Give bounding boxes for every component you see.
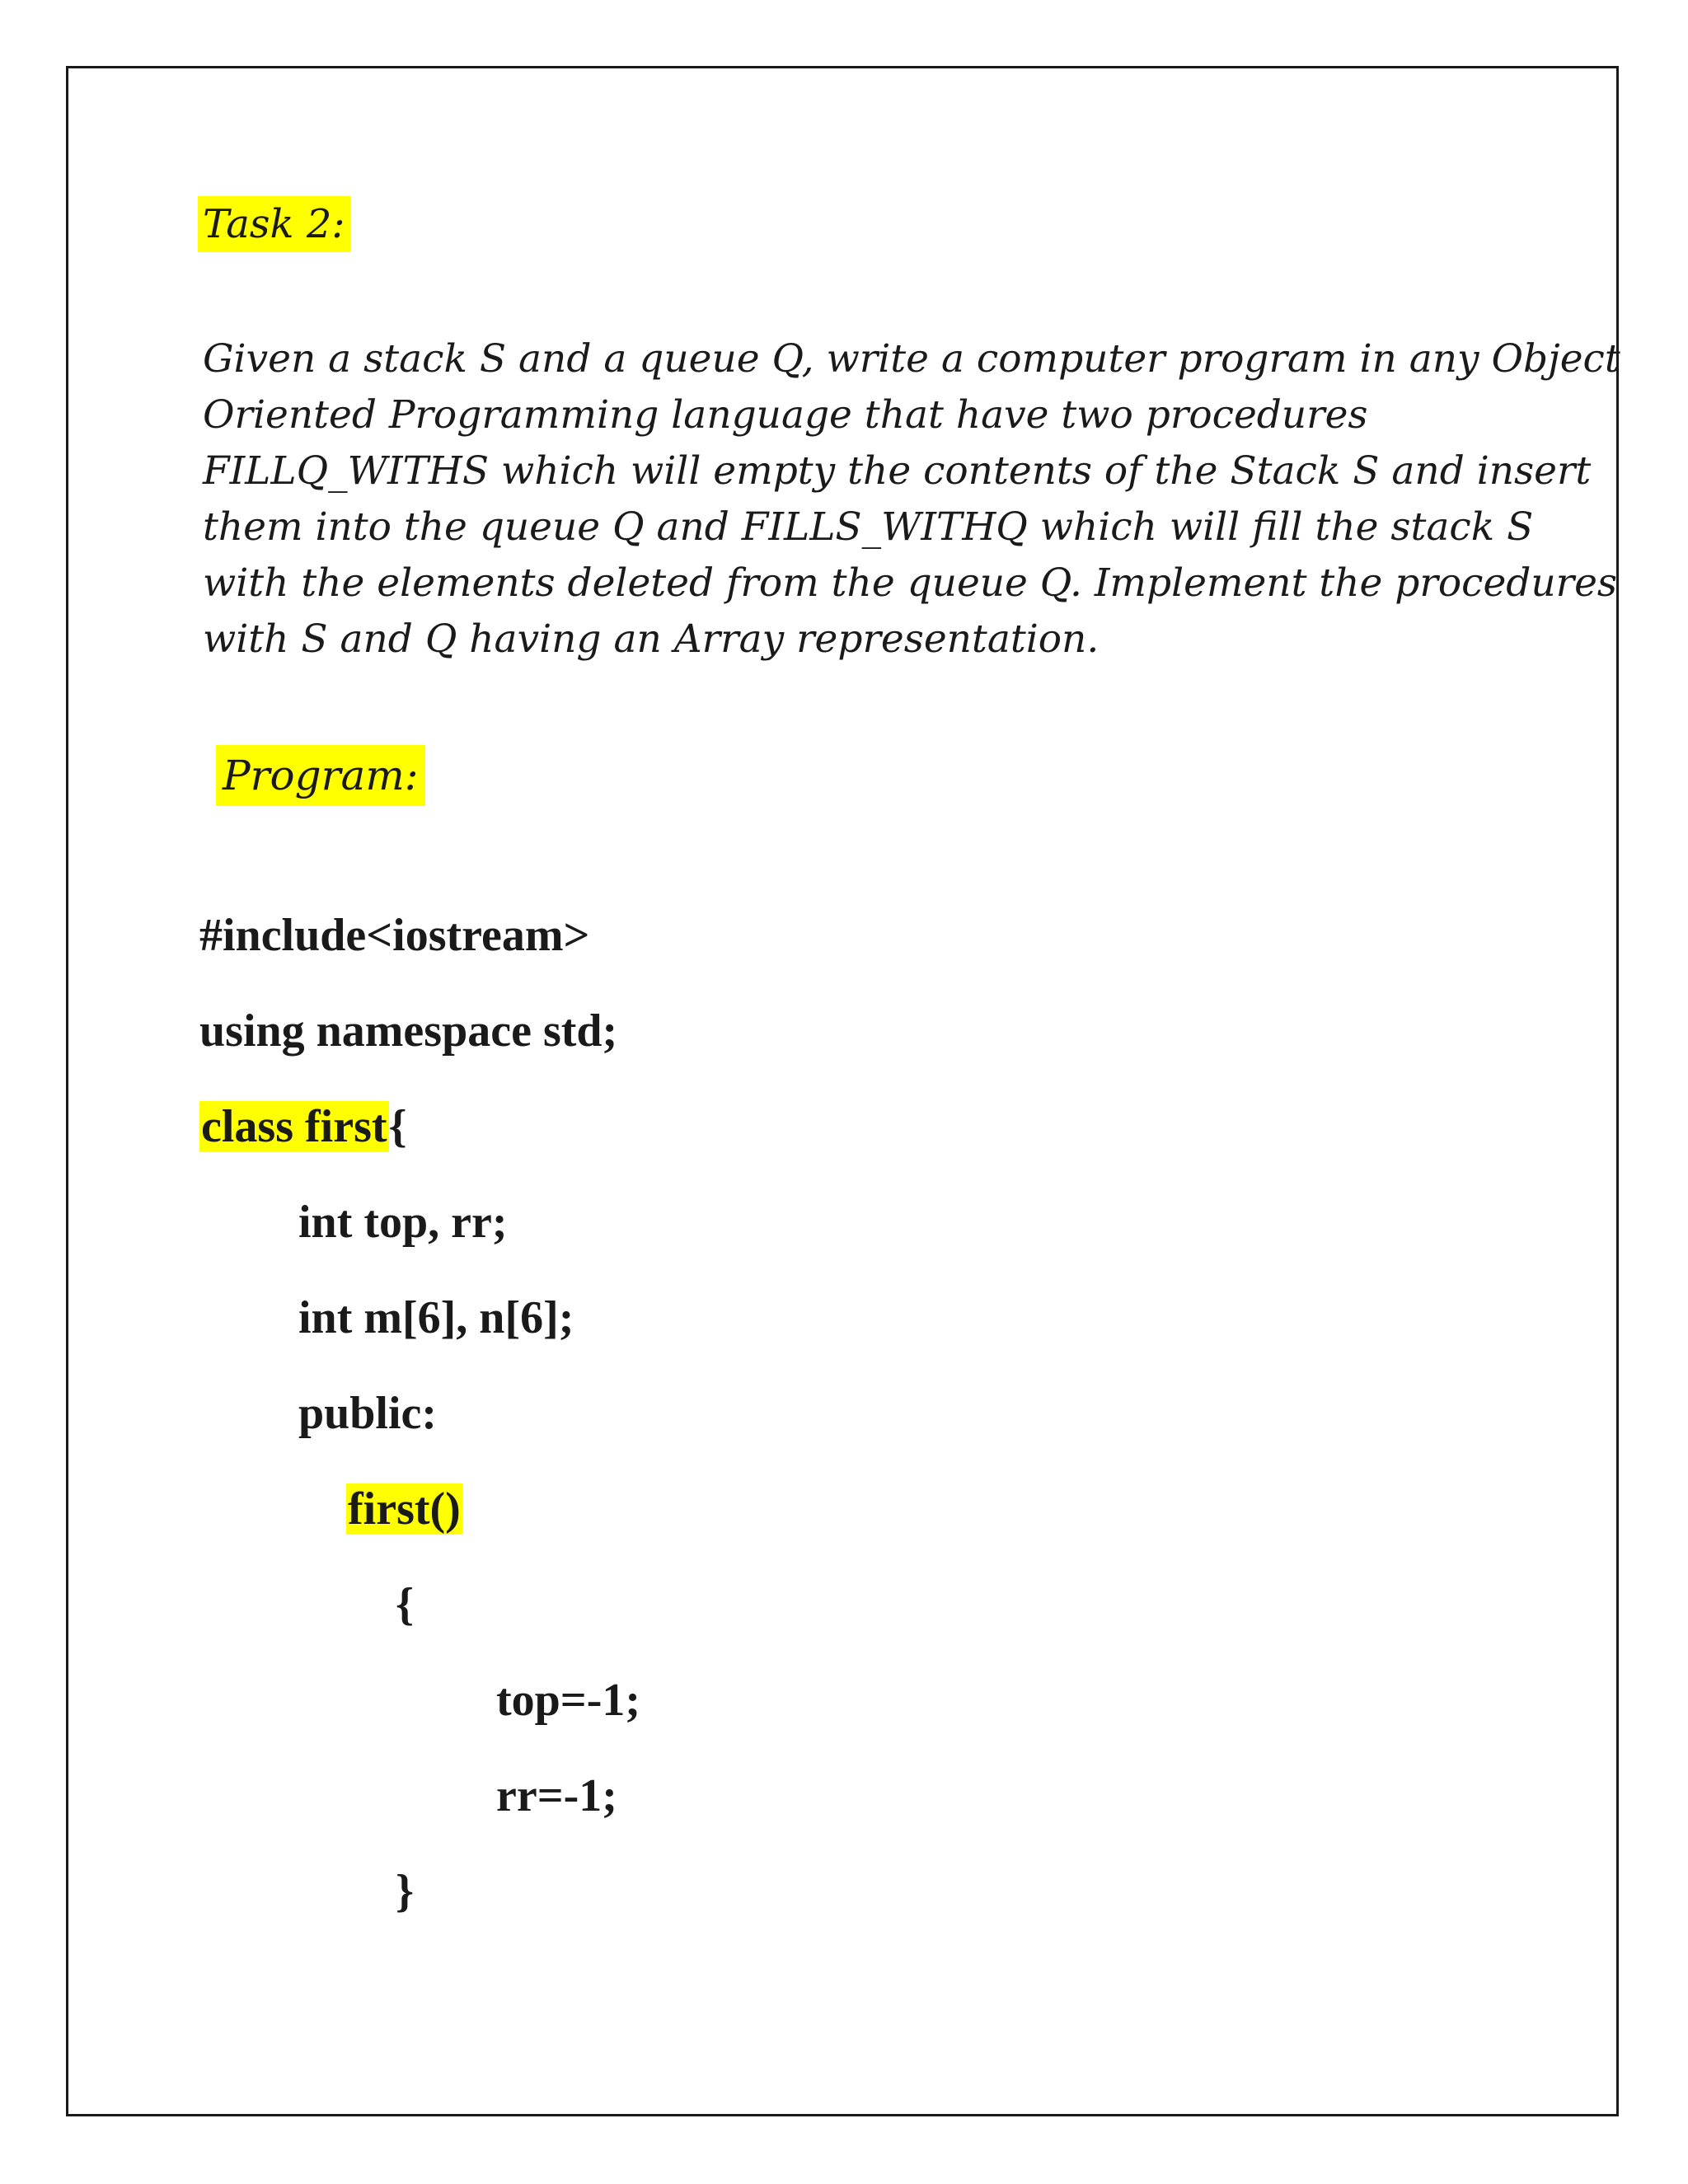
description-line: Oriented Programming language that have two procedures	[203, 392, 1368, 438]
code-using-namespace: using namespace std;	[199, 1005, 618, 1057]
code-decl-arrays: int m[6], n[6];	[298, 1292, 574, 1343]
program-label: Program:	[216, 745, 425, 806]
code-init-top: top=-1;	[496, 1675, 640, 1726]
code-decl-top-rr: int top, rr;	[298, 1197, 508, 1248]
task-description	[203, 331, 1620, 668]
code-ctor-close-brace: }	[396, 1866, 415, 1917]
code-init-rr: rr=-1;	[496, 1770, 617, 1821]
task-title: Task 2:	[198, 196, 350, 252]
description-line: Given a stack S and a queue Q, write a computer program in any Object	[203, 336, 1620, 382]
code-ctor-open-brace: {	[396, 1579, 415, 1630]
constructor-highlight: first()	[348, 1483, 461, 1535]
description-line: them into the queue Q and FILLS_WITHQ which will fill the stack S	[203, 504, 1534, 550]
description-line: FILLQ_WITHS which will empty the contents of the Stack S and insert	[203, 448, 1592, 494]
description-line: with the elements deleted from the queue Q. Implement the procedures	[203, 560, 1618, 606]
code-public: public:	[298, 1388, 438, 1439]
class-open-brace: {	[388, 1101, 407, 1152]
class-name-highlight: class first	[201, 1101, 387, 1152]
code-constructor	[346, 1480, 462, 1538]
description-line: with S and Q having an Array representation.	[203, 616, 1100, 662]
code-class-declaration	[199, 1098, 407, 1155]
code-include: #include<iostream>	[199, 910, 590, 961]
